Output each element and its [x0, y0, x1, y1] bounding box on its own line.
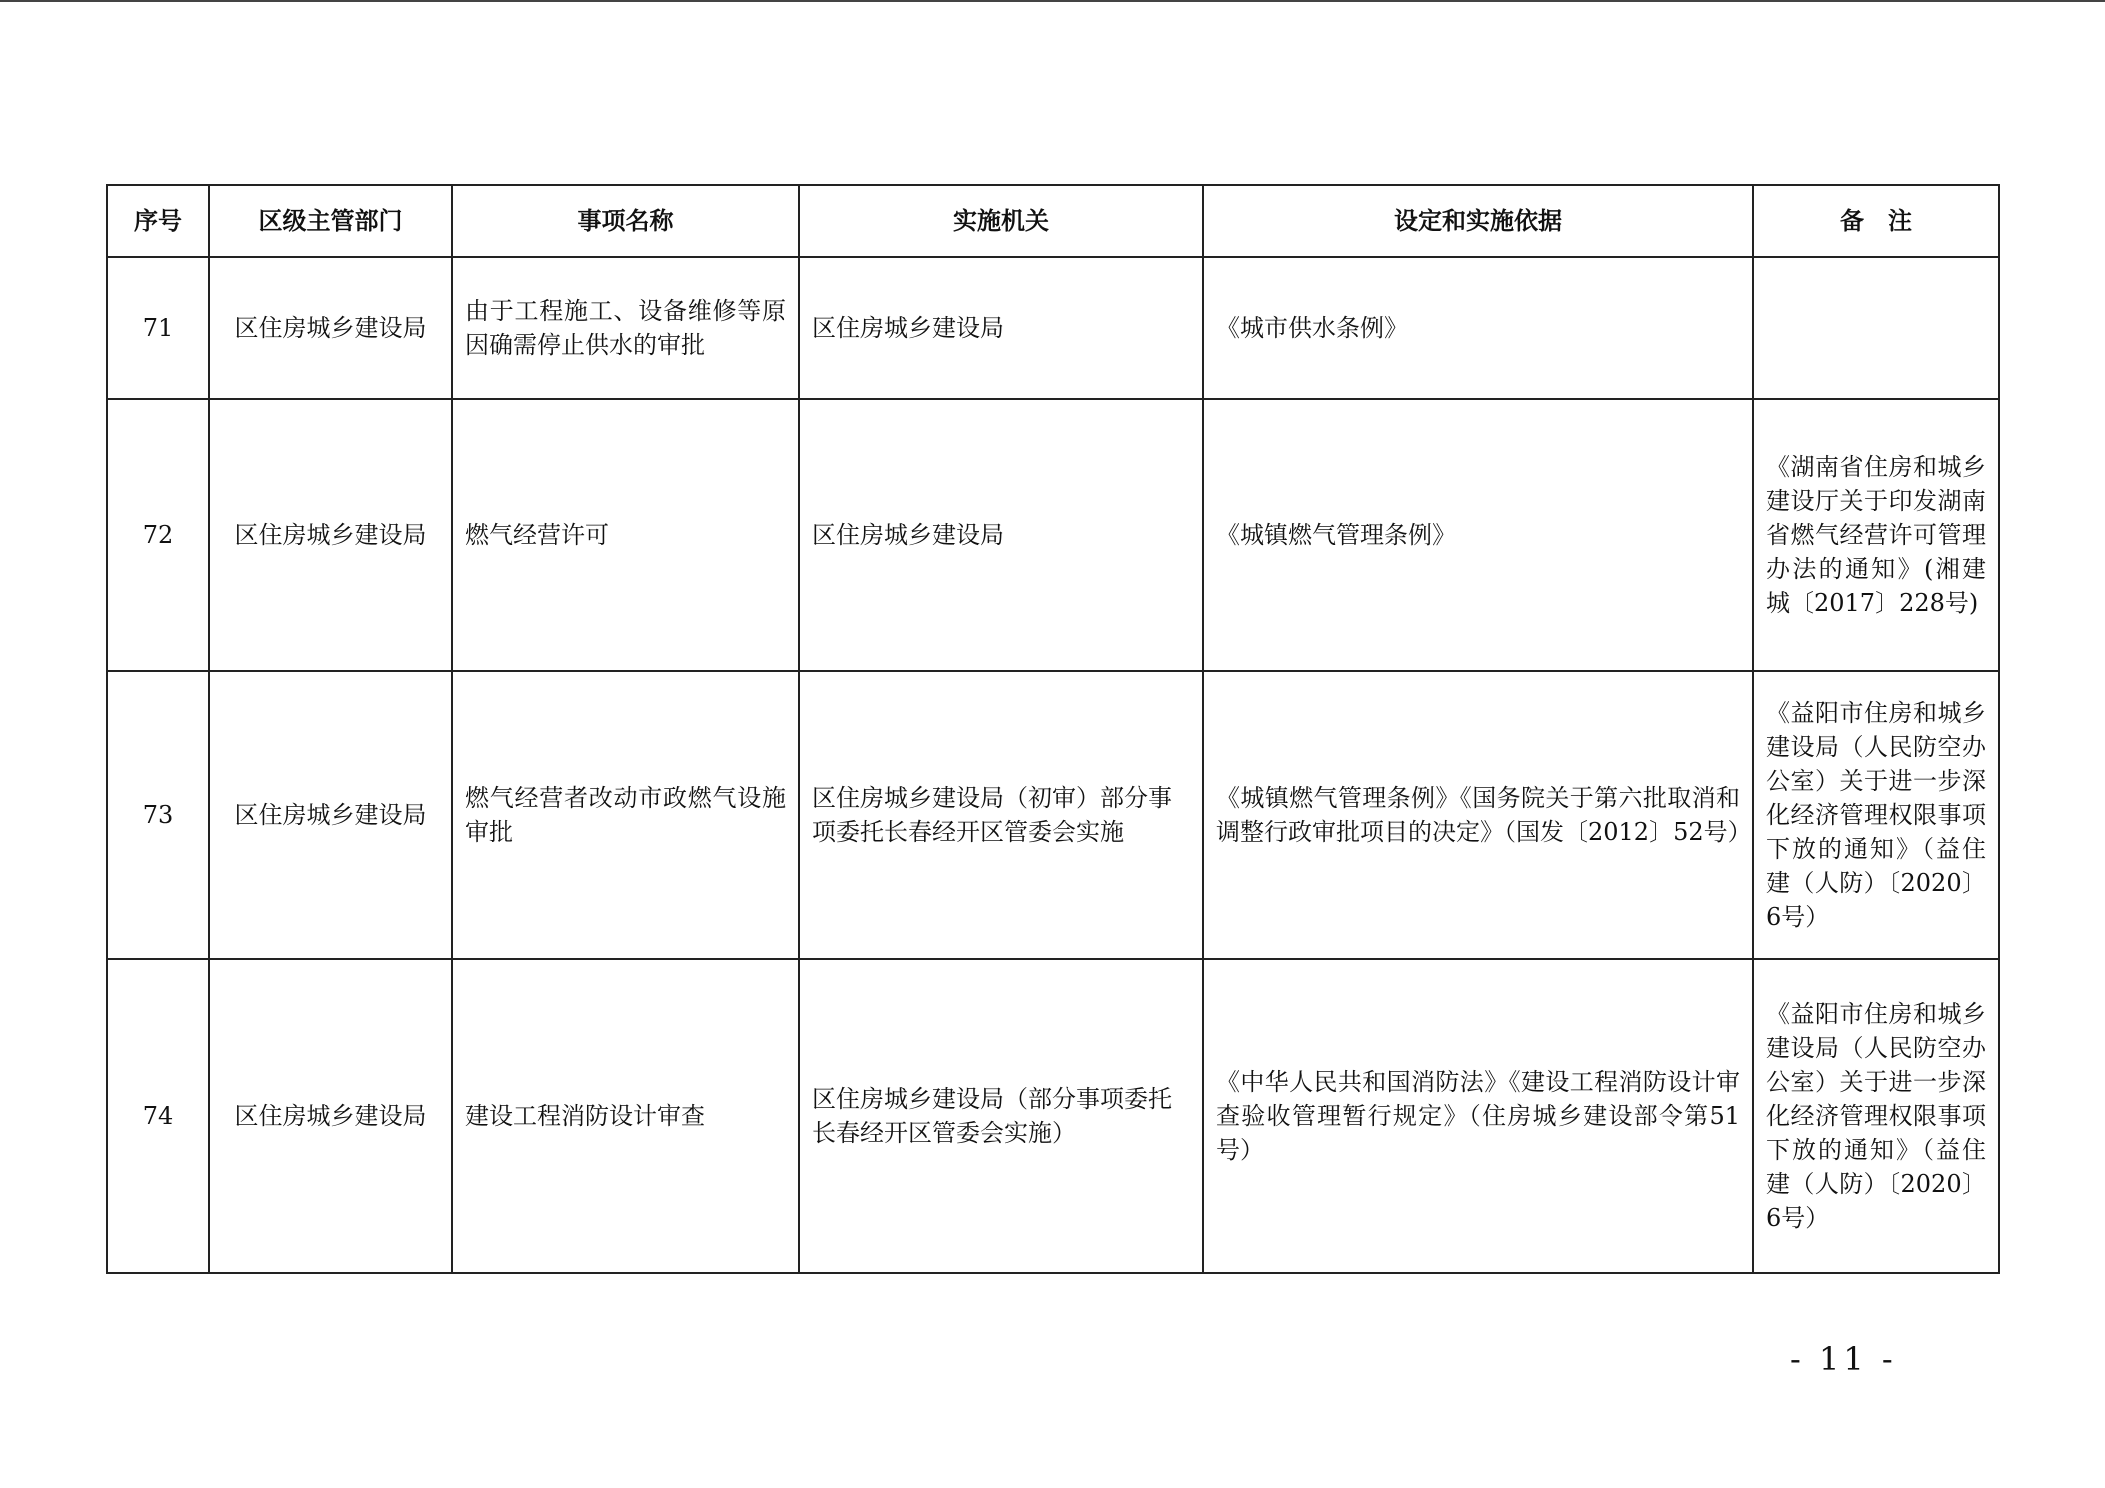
cell-department: 区住房城乡建设局: [209, 959, 452, 1273]
header-implementing-agency: 实施机关: [799, 185, 1203, 257]
approval-items-table: [106, 184, 2000, 1274]
cell-serial-number: 74: [107, 959, 209, 1273]
cell-department: 区住房城乡建设局: [209, 399, 452, 671]
cell-item-name: 燃气经营许可: [452, 399, 799, 671]
cell-item-name: 燃气经营者改动市政燃气设施审批: [452, 671, 799, 959]
header-item-name: 事项名称: [452, 185, 799, 257]
table-row: [107, 399, 1999, 671]
header-remarks: 备 注: [1753, 185, 1999, 257]
cell-remarks: 《湖南省住房和城乡建设厅关于印发湖南省燃气经营许可管理办法的通知》(湘建城〔2017〕228号): [1753, 399, 1999, 671]
cell-implementing-agency: 区住房城乡建设局: [799, 399, 1203, 671]
table-row: [107, 257, 1999, 399]
cell-legal-basis: 《城镇燃气管理条例》《国务院关于第六批取消和调整行政审批项目的决定》（国发〔2012〕52号）: [1203, 671, 1753, 959]
header-legal-basis: 设定和实施依据: [1203, 185, 1753, 257]
cell-department: 区住房城乡建设局: [209, 671, 452, 959]
cell-legal-basis: 《中华人民共和国消防法》《建设工程消防设计审查验收管理暂行规定》（住房城乡建设部令第51号）: [1203, 959, 1753, 1273]
cell-implementing-agency: 区住房城乡建设局（初审）部分事项委托长春经开区管委会实施: [799, 671, 1203, 959]
cell-item-name: 建设工程消防设计审查: [452, 959, 799, 1273]
table-header-row: [107, 185, 1999, 257]
cell-serial-number: 71: [107, 257, 209, 399]
top-border-line: [0, 0, 2105, 2]
cell-legal-basis: 《城市供水条例》: [1203, 257, 1753, 399]
cell-serial-number: 73: [107, 671, 209, 959]
page-number: - 11 -: [1790, 1340, 1897, 1378]
cell-department: 区住房城乡建设局: [209, 257, 452, 399]
cell-remarks: 《益阳市住房和城乡建设局（人民防空办公室）关于进一步深化经济管理权限事项下放的通知》（益住建（人防）〔2020〕6号）: [1753, 959, 1999, 1273]
cell-implementing-agency: 区住房城乡建设局（部分事项委托长春经开区管委会实施）: [799, 959, 1203, 1273]
cell-implementing-agency: 区住房城乡建设局: [799, 257, 1203, 399]
header-serial-number: 序号: [107, 185, 209, 257]
cell-serial-number: 72: [107, 399, 209, 671]
cell-item-name: 由于工程施工、设备维修等原因确需停止供水的审批: [452, 257, 799, 399]
cell-legal-basis: 《城镇燃气管理条例》: [1203, 399, 1753, 671]
table-row: [107, 671, 1999, 959]
cell-remarks: 《益阳市住房和城乡建设局（人民防空办公室）关于进一步深化经济管理权限事项下放的通知》（益住建（人防）〔2020〕6号）: [1753, 671, 1999, 959]
header-department: 区级主管部门: [209, 185, 452, 257]
table-row: [107, 959, 1999, 1273]
cell-remarks: [1753, 257, 1999, 399]
